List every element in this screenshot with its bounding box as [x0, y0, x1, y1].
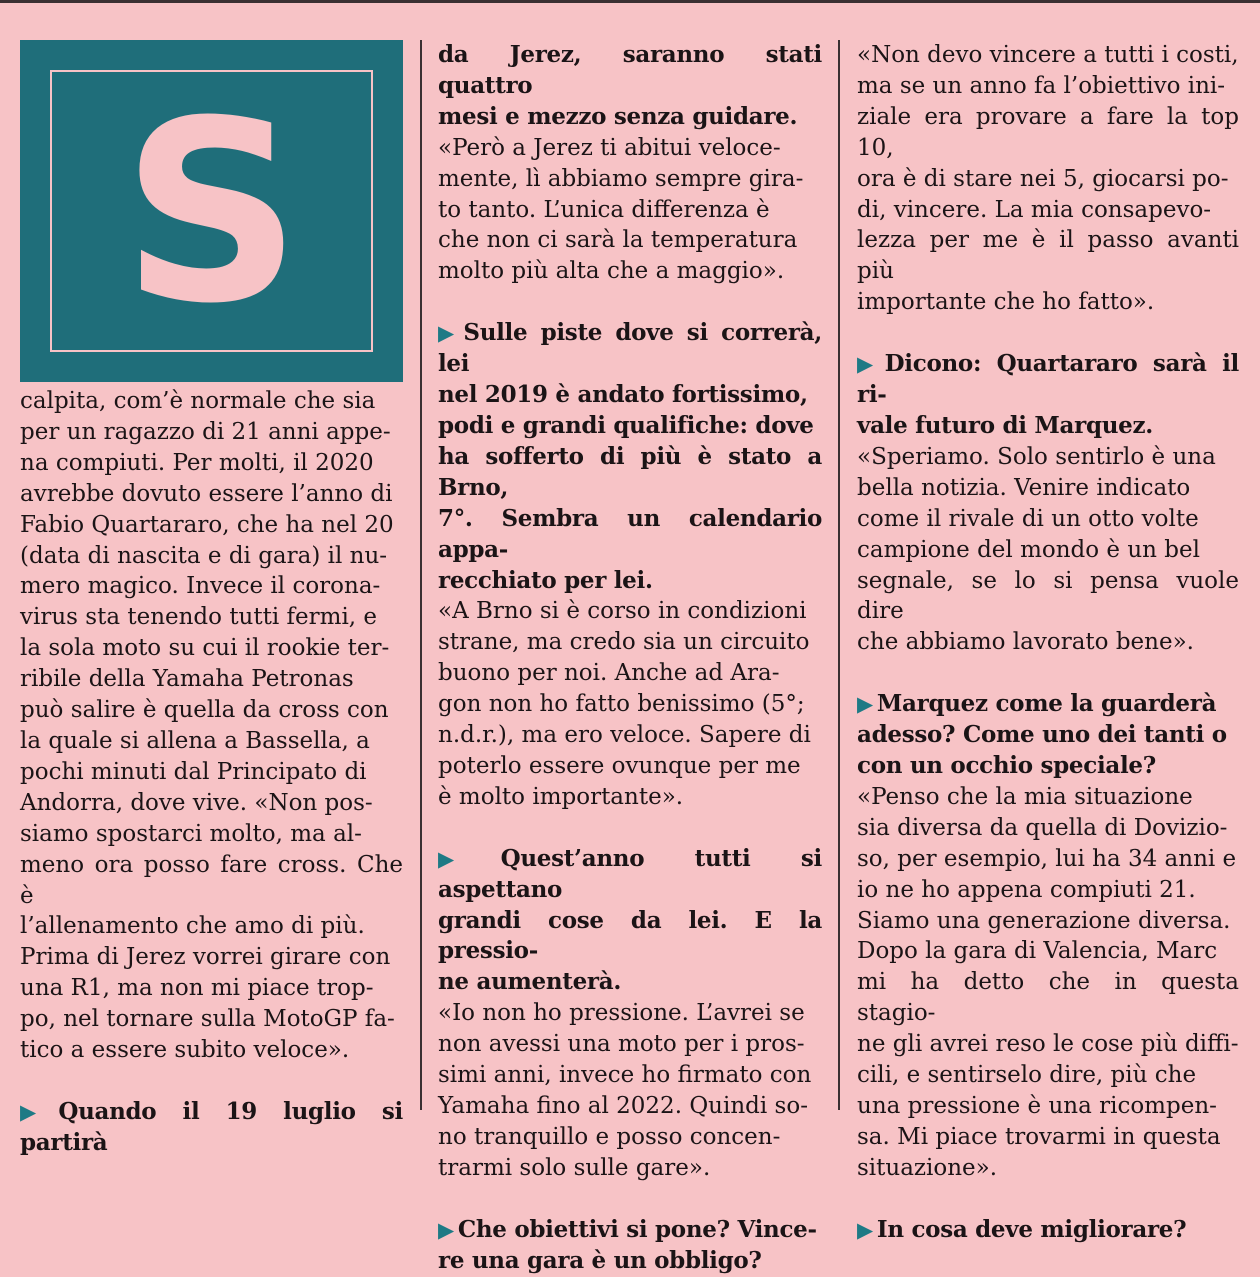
question-line: recchiato per lei. — [438, 566, 653, 594]
text-line: che abbiamo lavorato bene». — [857, 629, 1194, 656]
text-line: to tanto. L’unica differenza è — [438, 196, 770, 223]
col2-answer-0 — [438, 133, 822, 288]
text-line: mente, lì abbiamo sempre gira- — [438, 165, 804, 192]
question-line: ▶ Dicono: Quartararo sarà il ri- — [857, 350, 1239, 409]
col3-question-3: ▶ In cosa deve migliorare? — [857, 1215, 1187, 1243]
text-line: buono per noi. Anche ad Ara- — [438, 660, 780, 687]
text-line: «Penso che la mia situazione — [857, 783, 1193, 810]
text-line: sia diversa da quella di Dovizio- — [857, 814, 1228, 841]
text-line: meno ora posso fare cross. Che è — [20, 851, 403, 909]
column-divider — [420, 40, 422, 1110]
dropcap-box — [20, 40, 403, 382]
text-line: avrebbe dovuto essere l’anno di — [20, 480, 393, 507]
arrow-icon: ▶ — [438, 845, 497, 871]
question-line: vale futuro di Marquez. — [857, 411, 1153, 439]
question-line: nel 2019 è andato fortissimo, — [438, 381, 808, 409]
text-line: l’allenamento che amo di più. — [20, 913, 365, 940]
text-line: per un ragazzo di 21 anni appe- — [20, 418, 391, 445]
column-3 — [857, 40, 1239, 1243]
question-line: ▶ Marquez come la guarderà — [857, 690, 1217, 718]
column-2 — [438, 40, 822, 1274]
col2-question-3 — [438, 1215, 822, 1277]
text-line: ora è di stare nei 5, giocarsi po- — [857, 165, 1229, 192]
text-line: ribile della Yamaha Petronas — [20, 666, 354, 693]
text-line: lezza per me è il passo avanti più — [857, 227, 1239, 285]
question-line: re una gara è un obbligo? — [438, 1246, 762, 1274]
text-line: la quale si allena a Bassella, a — [20, 727, 370, 754]
text-line: so, per esempio, lui ha 34 anni e — [857, 845, 1237, 872]
text-line: segnale, se lo si pensa vuole dire — [857, 567, 1239, 625]
text-line: bella notizia. Venire indicato — [857, 474, 1191, 501]
question-line: ha sofferto di più è stato a Brno, — [438, 442, 822, 501]
text-line: ma se un anno fa l’obiettivo ini- — [857, 72, 1226, 99]
text-line: come il rivale di un otto volte — [857, 505, 1199, 532]
question-line: mesi e mezzo senza guidare. — [438, 102, 798, 130]
text-line: virus sta tenendo tutti fermi, e — [20, 604, 378, 631]
text-line: «Io non ho pressione. L’avrei se — [438, 1000, 805, 1027]
col3-answer-2 — [857, 782, 1239, 1184]
text-line: molto più alta che a maggio». — [438, 258, 785, 285]
text-line: poterlo essere ovunque per me — [438, 752, 801, 779]
question-line: podi e grandi qualifiche: dove — [438, 411, 814, 439]
col3-question-1 — [857, 349, 1239, 442]
question-line: grandi cose da lei. E la pressio- — [438, 906, 822, 965]
text-line: tico a essere subito veloce». — [20, 1037, 350, 1064]
text-line: Yamaha fino al 2022. Quindi so- — [438, 1093, 808, 1119]
top-rule — [0, 0, 1260, 3]
text-line: «A Brno si è corso in condizioni — [438, 598, 807, 625]
arrow-icon: ▶ — [20, 1098, 55, 1124]
arrow-icon: ▶ — [438, 320, 460, 346]
arrow-icon: ▶ — [857, 351, 881, 377]
text-line: Siamo una generazione diversa. — [857, 907, 1231, 934]
text-line: che non ci sarà la temperatura — [438, 227, 798, 254]
question-line: ▶ Sulle piste dove si correrà, lei — [438, 319, 822, 378]
text-line: io ne ho appena compiuti 21. — [857, 876, 1196, 903]
text-line: gon non ho fatto benissimo (5°; — [438, 691, 805, 718]
col3-question-2 — [857, 689, 1239, 782]
text-line: calpita, com’è normale che sia — [20, 388, 376, 414]
text-line: situazione». — [857, 1154, 998, 1181]
col1-question: ▶ Quando il 19 luglio si partirà — [20, 1097, 403, 1156]
text-line: mero magico. Invece il corona- — [20, 573, 381, 600]
col3-answer-0 — [857, 40, 1239, 318]
text-line: non avessi una moto per i pros- — [438, 1031, 805, 1058]
text-line: di, vincere. La mia consapevo- — [857, 196, 1212, 223]
arrow-icon: ▶ — [857, 1216, 873, 1242]
text-line: ziale era provare a fare la top 10, — [857, 103, 1239, 161]
text-line: è molto importante». — [438, 783, 684, 810]
question-line: 7°. Sembra un calendario appa- — [438, 504, 822, 563]
text-line: «Però a Jerez ti abitui veloce- — [438, 134, 781, 161]
question-line: ▶ Quest’anno tutti si aspettano — [438, 844, 822, 903]
arrow-icon: ▶ — [857, 691, 873, 717]
text-line: mi ha detto che in questa stagio- — [857, 969, 1239, 1027]
text-line: ne gli avrei reso le cose più diffi- — [857, 1031, 1239, 1058]
text-line: Prima di Jerez vorrei girare con — [20, 944, 391, 971]
text-line: una pressione è una ricompen- — [857, 1093, 1217, 1119]
col3-answer-1 — [857, 442, 1239, 658]
text-line: trarmi solo sulle gare». — [438, 1154, 711, 1181]
column-1 — [20, 40, 403, 1156]
text-line: Dopo la gara di Valencia, Marc — [857, 938, 1218, 965]
question-line: ne aumenterà. — [438, 968, 622, 996]
text-line: n.d.r.), ma ero veloce. Sapere di — [438, 722, 811, 749]
col2-answer-1 — [438, 596, 822, 812]
text-line: siamo spostarci molto, ma al- — [20, 820, 362, 847]
text-line: simi anni, invece ho firmato con — [438, 1062, 812, 1089]
text-line: no tranquillo e posso concen- — [438, 1123, 781, 1150]
text-line: na compiuti. Per molti, il 2020 — [20, 449, 374, 476]
text-line: può salire è quella da cross con — [20, 697, 389, 724]
text-line: Fabio Quartararo, che ha nel 20 — [20, 511, 394, 538]
text-line: pochi minuti dal Principato di — [20, 758, 367, 785]
col2-question-2 — [438, 844, 822, 999]
text-line: importante che ho fatto». — [857, 289, 1155, 316]
text-line: sa. Mi piace trovarmi in questa — [857, 1123, 1221, 1150]
text-line: (data di nascita e di gara) il nu- — [20, 542, 388, 569]
text-line: po, nel tornare sulla MotoGP fa- — [20, 1006, 395, 1033]
column-divider — [838, 40, 840, 1110]
text-line: la sola moto su cui il rookie ter- — [20, 635, 390, 662]
text-line: campione del mondo è un bel — [857, 536, 1200, 563]
text-line: Andorra, dove vive. «Non pos- — [20, 789, 373, 816]
question-line: da Jerez, saranno stati quattro — [438, 41, 822, 99]
col2-question-0 — [438, 40, 822, 133]
col2-answer-2 — [438, 998, 822, 1183]
text-line: «Speriamo. Solo sentirlo è una — [857, 443, 1216, 470]
text-line: «Non devo vincere a tutti i costi, — [857, 42, 1239, 68]
text-line: cili, e sentirselo dire, più che — [857, 1062, 1197, 1089]
col1-body — [20, 386, 403, 1066]
text-line: una R1, ma non mi piace trop- — [20, 975, 374, 1002]
text-line: strane, ma credo sia un circuito — [438, 629, 810, 656]
question-line: adesso? Come uno dei tanti o — [857, 721, 1227, 749]
question-line: ▶ Che obiettivi si pone? Vince- — [438, 1215, 817, 1243]
dropcap-letter: S — [121, 67, 302, 358]
arrow-icon: ▶ — [438, 1216, 454, 1242]
col2-question-1 — [438, 318, 822, 596]
question-line: con un occhio speciale? — [857, 752, 1156, 780]
